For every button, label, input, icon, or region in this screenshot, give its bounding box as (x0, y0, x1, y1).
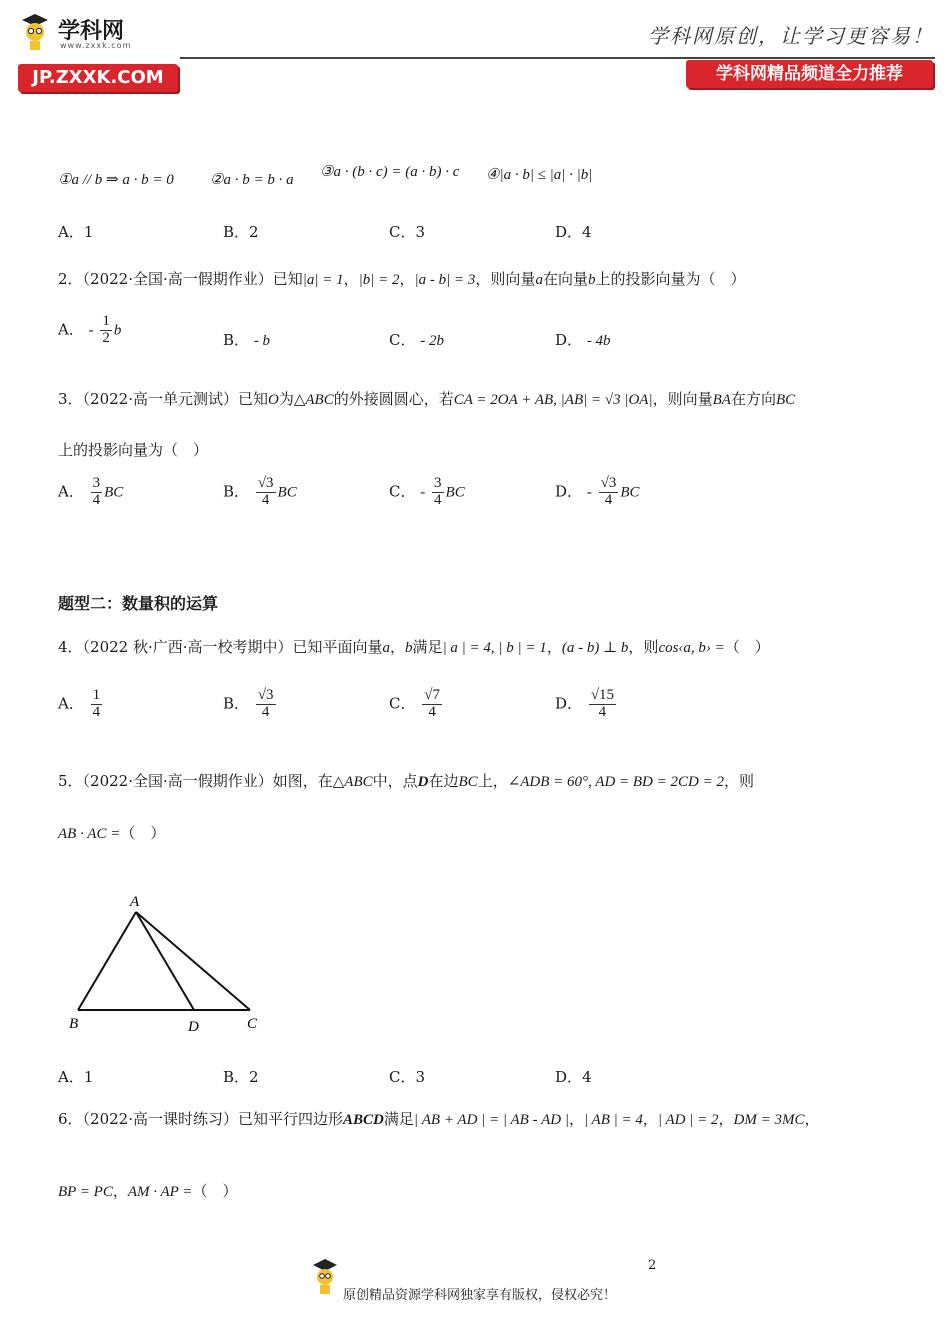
q4-option-c-den: 4 (428, 703, 436, 720)
q4-option-b-label: B． (223, 694, 250, 713)
q1-item-4: ④|a · b| ≤ |a| · |b| (486, 167, 593, 183)
q4-option-b[interactable] (223, 688, 278, 721)
q2-option-a-sign: - (88, 322, 94, 339)
q2-option-a-den: 2 (102, 329, 110, 346)
q2-option-b-label: B． (223, 331, 250, 349)
q6-mid-1: 满足 (383, 1110, 414, 1128)
q4-vector-a: a (382, 640, 391, 656)
q4-option-a[interactable] (58, 688, 104, 721)
triangle-figure (60, 890, 280, 1040)
q2-prefix: 2．（2022·全国·高一假期作业）已知 (58, 270, 303, 288)
q2-suffix-c: 上的投影向量为（ ） (595, 270, 746, 288)
q3-option-c-den: 4 (434, 491, 442, 508)
q6-condition-1: | AB + AD | = | AB - AD | (413, 1112, 569, 1128)
q4-cos-expression: cos‹a, b› = (658, 640, 725, 656)
q3-option-d-den: 4 (604, 491, 613, 508)
q4-option-a-num: 1 (92, 687, 101, 703)
q3-option-c-num: 3 (434, 475, 442, 491)
q4-option-b-num: √3 (257, 687, 274, 703)
q3-option-a-label: A． (58, 482, 84, 501)
q5-option-a[interactable]: A．1 (58, 1068, 94, 1086)
q5-line-2 (58, 822, 165, 843)
q2-option-a-vector: b (113, 322, 122, 339)
q5-option-c[interactable]: C．3 (389, 1068, 426, 1086)
q3-option-a-num: 3 (92, 475, 101, 491)
q2-option-a-fraction (100, 314, 112, 347)
q4-option-c[interactable] (389, 688, 444, 721)
q2-cond-3: |a - b| = 3 (414, 272, 476, 288)
q6-answer-paren: （ ） (192, 1182, 238, 1200)
question-3 (58, 388, 795, 409)
q5-dot-product: AB · AC = (58, 826, 121, 842)
q2-option-d-value: - 4b (586, 333, 611, 349)
q4-option-d-num: √15 (590, 687, 615, 703)
site-logo-url: www.zxxk.com (60, 41, 132, 50)
q4-option-d-den: 4 (598, 703, 607, 720)
q4-mid-2: 满足 (412, 638, 443, 656)
q2-option-a-label: A． (58, 320, 84, 339)
q5-answer-paren: （ ） (120, 824, 166, 842)
q4-option-d-label: D． (555, 694, 583, 713)
q3-mid-2: 的外接圆圆心，若 (333, 390, 454, 408)
q2-option-d-label: D． (555, 331, 583, 349)
q6-condition-4: DM = 3MC (733, 1112, 805, 1128)
q3-prefix: 3．（2022·高一单元测试）已知 (58, 390, 268, 408)
q5-point-d: D (417, 774, 429, 790)
q1-option-a[interactable]: A．1 (58, 223, 94, 241)
q3-vector-ba: BA (712, 392, 731, 408)
q3-option-d-vector: BC (620, 484, 640, 501)
q5-edge-bc: BC (458, 774, 478, 790)
q2-suffix-b: 在向量 (542, 270, 588, 288)
q5-mid-1: 中，点 (372, 772, 418, 790)
q3-vector-bc: BC (775, 392, 796, 408)
q4-option-d[interactable] (555, 688, 618, 721)
q2-cond-2: |b| = 2 (358, 272, 400, 288)
q2-vector-b: b (587, 272, 596, 288)
page-number: 2 (648, 1258, 657, 1273)
q3-option-d-label: D． (555, 482, 583, 501)
vertex-label-d: D (188, 1019, 199, 1035)
q1-option-b[interactable]: B．2 (223, 223, 259, 241)
q4-option-c-fraction (422, 688, 442, 721)
vertex-label-a: A (130, 894, 140, 910)
q5-option-d[interactable]: D．4 (555, 1068, 592, 1086)
q6-condition-3: | AD | = 2 (657, 1112, 719, 1128)
q4-option-b-den: 4 (261, 703, 270, 720)
q5-suffix: ，则 (723, 772, 754, 790)
q3-option-b-den: 4 (261, 491, 270, 508)
q5-option-b[interactable]: B．2 (223, 1068, 259, 1086)
q1-item-2: ②a · b = b · a (210, 172, 294, 188)
q2-option-c[interactable] (389, 329, 444, 350)
q3-option-c-sign: - (420, 484, 426, 501)
q3-option-b[interactable] (223, 476, 297, 509)
q4-option-d-fraction (589, 688, 616, 721)
vertex-label-c: C (247, 1016, 258, 1032)
q4-suffix: （ ） (724, 638, 770, 656)
vertex-label-b: B (69, 1016, 79, 1032)
q3-line-2: 上的投影向量为（ ） (58, 441, 209, 459)
copyright-notice: 原创精品资源学科网独家享有版权，侵权必究！ (343, 1288, 617, 1303)
q1-option-c[interactable]: C．3 (389, 223, 426, 241)
q2-option-c-label: C． (389, 331, 416, 349)
header-slogan: 学科网原创，让学习更容易！ (648, 24, 934, 48)
site-badge[interactable]: JP.ZXXK.COM (18, 64, 178, 92)
q4-option-a-label: A． (58, 694, 84, 713)
q4-condition-2: (a - b) ⊥ b (561, 640, 629, 656)
q2-suffix-a: ，则向量 (475, 270, 536, 288)
q6-line-2: BP = PC，AM · AP =（ ） (58, 1182, 238, 1200)
q3-option-c-fraction (432, 476, 444, 509)
q4-condition-1: | a | = 4, | b | = 1 (442, 640, 547, 656)
mascot-logo-icon (18, 12, 52, 52)
q3-option-d-fraction (599, 476, 619, 509)
q6-condition-2: | AB | = 4 (583, 1112, 643, 1128)
q5-prefix: 5．（2022·全国·高一假期作业）如图，在 (58, 772, 333, 790)
q3-option-a[interactable] (58, 476, 123, 509)
q3-option-d-num: √3 (600, 475, 617, 491)
q3-point-o: O (268, 392, 279, 408)
q3-condition: CA = 2OA + AB, |AB| = √3 |OA| (453, 392, 653, 408)
q2-option-a-num: 1 (102, 313, 110, 329)
q6-prefix: 6．（2022·高一课时练习）已知平行四边形 (58, 1110, 343, 1128)
q1-item-3: ③a · (b · c) = (a · b) · c (320, 164, 460, 180)
q4-vector-b: b (405, 640, 413, 656)
question-5 (58, 770, 754, 791)
q2-option-b-value: - b (253, 333, 271, 349)
q1-option-d[interactable]: D．4 (555, 223, 592, 241)
question-2: 2．（2022·全国·高一假期作业）已知|a| = 1，|b| = 2，|a - b| = 3，则向量a在向量b上的投影向量为（ ） (58, 270, 746, 288)
edge-ad (136, 912, 194, 1010)
q3-option-d[interactable] (555, 476, 640, 509)
q4-option-a-den: 4 (92, 703, 101, 720)
q3-option-b-vector: BC (277, 484, 297, 501)
question-4: 4．（2022 秋·广西·高一校考期中）已知平面向量a，b满足| a | = 4, | b | = 1，(a - b) ⊥ b，则cos‹a, b› =（ ） (58, 638, 770, 656)
q3-triangle: △ABC (293, 392, 334, 408)
q3-option-b-label: B． (223, 482, 250, 501)
q5-mid-2: 在边 (428, 772, 459, 790)
q4-option-c-label: C． (389, 694, 416, 713)
q2-option-a[interactable] (58, 314, 121, 347)
q2-option-d[interactable] (555, 329, 611, 350)
q2-option-b[interactable] (223, 329, 270, 350)
q2-option-c-value: - 2b (420, 333, 445, 349)
edge-ab (78, 912, 136, 1010)
q4-option-b-fraction (256, 688, 276, 721)
q4-mid-3: ，则 (628, 638, 659, 656)
q3-mid-4: 在方向 (730, 390, 776, 408)
q5-mid-3: 上， (477, 772, 508, 790)
q2-vector-a: a (535, 272, 543, 288)
q4-option-c-num: √7 (424, 687, 440, 703)
q3-mid-1: 为 (278, 390, 294, 408)
q3-option-a-vector: BC (104, 484, 124, 501)
footer-mascot-icon (310, 1258, 340, 1296)
q3-option-c-label: C． (389, 482, 416, 501)
q6-condition-5: BP = PC (58, 1184, 113, 1200)
edge-ac (136, 912, 250, 1010)
q5-triangle: △ABC (332, 774, 373, 790)
site-logo-text: 学科网 (58, 19, 125, 44)
q4-mid-1: ， (390, 638, 406, 656)
section-title: 题型二：数量积的运算 (58, 594, 219, 613)
q3-option-c[interactable] (389, 476, 465, 509)
q4-prefix: 4．（2022 秋·广西·高一校考期中）已知平面向量 (58, 638, 383, 656)
q3-option-d-sign: - (586, 484, 592, 501)
question-6: 6．（2022·高一课时练习）已知平行四边形ABCD满足| AB + AD | = | AB - AD |，| AB | = 4，| AD | = 2，DM = 3MC， (58, 1110, 820, 1128)
q3-option-b-num: √3 (257, 475, 274, 491)
q3-option-c-vector: BC (445, 484, 465, 501)
header-divider (180, 57, 935, 59)
q6-parallelogram: ABCD (343, 1112, 384, 1128)
q4-option-a-fraction (91, 688, 103, 721)
q1-item-1: ①a // b ⇒ a · b = 0 (58, 172, 174, 188)
q3-option-a-fraction (91, 476, 103, 509)
q3-mid-3: ，则向量 (652, 390, 713, 408)
q3-option-b-fraction (256, 476, 276, 509)
recommend-badge[interactable]: 学科网精品频道全力推荐 (686, 60, 933, 88)
q2-cond-1: |a| = 1 (302, 272, 344, 288)
q3-option-a-den: 4 (92, 491, 101, 508)
q6-dot-product: AM · AP = (127, 1184, 193, 1200)
q5-condition: ∠ADB = 60°, AD = BD = 2CD = 2 (507, 774, 724, 790)
